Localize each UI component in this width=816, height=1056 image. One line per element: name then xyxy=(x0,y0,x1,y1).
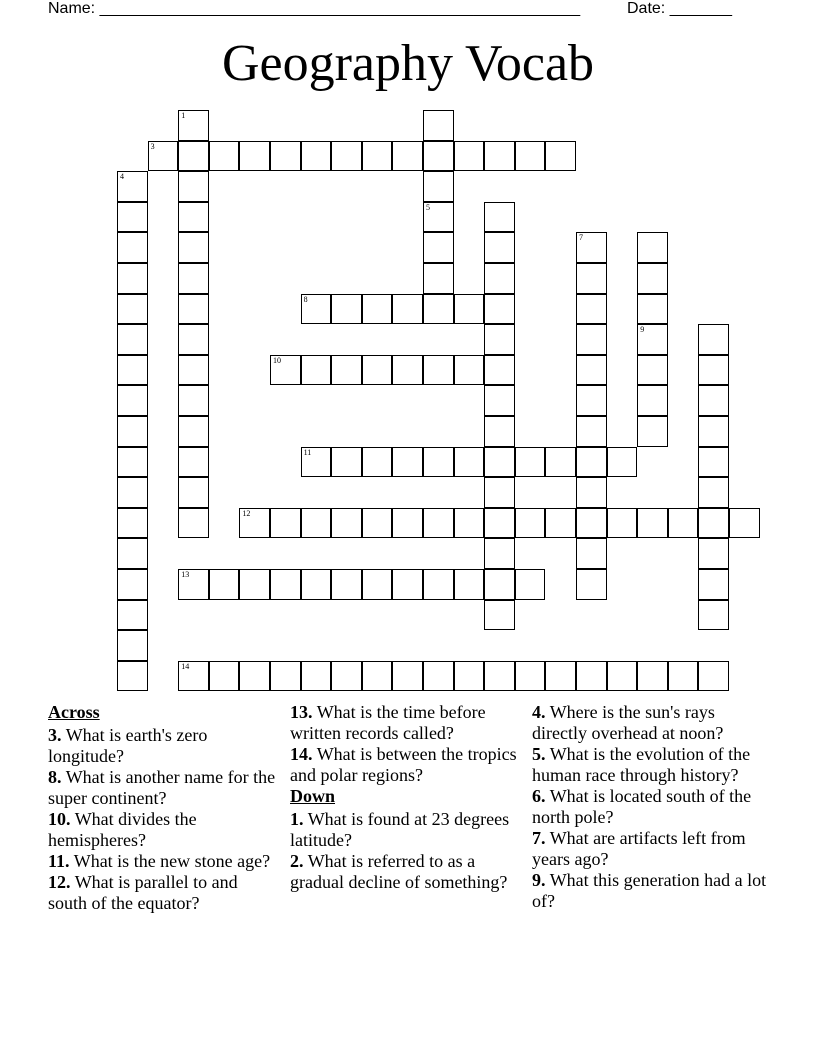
grid-cell[interactable] xyxy=(117,600,148,631)
grid-cell[interactable] xyxy=(178,385,209,416)
grid-cell[interactable] xyxy=(576,324,607,355)
grid-cell[interactable] xyxy=(637,385,668,416)
grid-cell[interactable] xyxy=(698,600,729,631)
grid-cell[interactable] xyxy=(668,661,699,692)
grid-cell[interactable] xyxy=(576,355,607,386)
cell-number: 12 xyxy=(242,508,251,518)
grid-cell[interactable] xyxy=(331,569,362,600)
grid-cell[interactable] xyxy=(362,508,393,539)
grid-cell[interactable] xyxy=(117,385,148,416)
grid-cell[interactable] xyxy=(484,294,515,325)
grid-cell[interactable] xyxy=(698,416,729,447)
clue-number: 7. xyxy=(532,828,546,848)
grid-cell[interactable] xyxy=(178,294,209,325)
grid-cell[interactable] xyxy=(484,385,515,416)
name-blank[interactable]: ______________________________________________________ xyxy=(99,0,581,17)
grid-cell[interactable] xyxy=(301,661,332,692)
grid-cell[interactable] xyxy=(362,569,393,600)
clue-text: What is found at 23 degrees latitude? xyxy=(290,809,510,850)
clue-down-2 xyxy=(290,851,520,893)
grid-cell[interactable] xyxy=(576,538,607,569)
grid-cell[interactable] xyxy=(576,385,607,416)
clue-number: 6. xyxy=(532,786,546,806)
grid-cell[interactable] xyxy=(637,355,668,386)
grid-cell[interactable] xyxy=(698,355,729,386)
cell-number: 11 xyxy=(303,447,312,457)
grid-cell[interactable] xyxy=(331,141,362,172)
grid-cell[interactable] xyxy=(117,447,148,478)
clue-text: What is between the tropics and polar regions? xyxy=(290,744,517,785)
grid-cell[interactable] xyxy=(454,661,485,692)
grid-cell[interactable] xyxy=(484,447,515,478)
grid-cell[interactable] xyxy=(178,477,209,508)
grid-cell[interactable] xyxy=(576,477,607,508)
clue-number: 13. xyxy=(290,702,313,722)
clue-across-3 xyxy=(48,725,278,767)
clue-text: What divides the hemispheres? xyxy=(48,809,197,850)
grid-cell[interactable] xyxy=(331,294,362,325)
grid-cell[interactable] xyxy=(484,661,515,692)
clue-text: What is referred to as a gradual decline of something? xyxy=(290,851,508,892)
grid-cell[interactable] xyxy=(607,447,638,478)
grid-cell[interactable] xyxy=(484,202,515,233)
grid-cell[interactable] xyxy=(301,355,332,386)
grid-cell[interactable] xyxy=(729,508,760,539)
grid-cell[interactable] xyxy=(178,202,209,233)
grid-cell[interactable] xyxy=(178,569,209,600)
grid-cell[interactable] xyxy=(484,508,515,539)
grid-cell[interactable] xyxy=(515,141,546,172)
grid-cell[interactable] xyxy=(148,141,179,172)
grid-cell[interactable] xyxy=(698,661,729,692)
grid-cell[interactable] xyxy=(423,355,454,386)
clue-text: What is earth's zero longitude? xyxy=(48,725,208,766)
grid-cell[interactable] xyxy=(178,416,209,447)
grid-cell[interactable] xyxy=(637,232,668,263)
grid-cell[interactable] xyxy=(607,661,638,692)
grid-cell[interactable] xyxy=(270,141,301,172)
clue-across-11 xyxy=(48,851,278,872)
grid-cell[interactable] xyxy=(117,416,148,447)
grid-cell[interactable] xyxy=(301,447,332,478)
date-label: Date: xyxy=(627,0,666,17)
grid-cell[interactable] xyxy=(698,569,729,600)
grid-cell[interactable] xyxy=(117,232,148,263)
clue-number: 9. xyxy=(532,870,546,890)
grid-cell[interactable] xyxy=(576,294,607,325)
grid-cell[interactable] xyxy=(423,569,454,600)
grid-cell[interactable] xyxy=(362,141,393,172)
clue-across-13 xyxy=(290,702,520,744)
grid-cell[interactable] xyxy=(117,569,148,600)
clue-across-14 xyxy=(290,744,520,786)
grid-cell[interactable] xyxy=(423,294,454,325)
clue-number: 14. xyxy=(290,744,313,764)
clue-down-9 xyxy=(532,870,772,912)
grid-cell[interactable] xyxy=(362,447,393,478)
grid-cell[interactable] xyxy=(178,232,209,263)
grid-cell[interactable] xyxy=(484,569,515,600)
grid-cell[interactable] xyxy=(117,508,148,539)
grid-cell[interactable] xyxy=(423,661,454,692)
clues-column-1 xyxy=(48,702,278,914)
grid-cell[interactable] xyxy=(117,294,148,325)
grid-cell[interactable] xyxy=(362,661,393,692)
grid-cell[interactable] xyxy=(270,661,301,692)
grid-cell[interactable] xyxy=(331,661,362,692)
grid-cell[interactable] xyxy=(239,508,270,539)
grid-cell[interactable] xyxy=(698,508,729,539)
grid-cell[interactable] xyxy=(423,232,454,263)
clue-number: 11. xyxy=(48,851,70,871)
clue-across-10 xyxy=(48,809,278,851)
grid-cell[interactable] xyxy=(362,294,393,325)
grid-cell[interactable] xyxy=(637,416,668,447)
grid-cell[interactable] xyxy=(117,538,148,569)
clue-number: 3. xyxy=(48,725,62,745)
grid-cell[interactable] xyxy=(392,661,423,692)
grid-cell[interactable] xyxy=(637,508,668,539)
clue-number: 2. xyxy=(290,851,304,871)
grid-cell[interactable] xyxy=(576,447,607,478)
grid-cell[interactable] xyxy=(576,263,607,294)
clue-text: What is located south of the north pole? xyxy=(532,786,752,827)
clue-down-7 xyxy=(532,828,772,870)
grid-cell[interactable] xyxy=(637,324,668,355)
grid-cell[interactable] xyxy=(576,508,607,539)
grid-cell[interactable] xyxy=(698,447,729,478)
grid-cell[interactable] xyxy=(637,263,668,294)
grid-cell[interactable] xyxy=(178,447,209,478)
grid-cell[interactable] xyxy=(484,355,515,386)
clue-text: What is parallel to and south of the equator? xyxy=(48,872,238,913)
grid-cell[interactable] xyxy=(301,569,332,600)
grid-cell[interactable] xyxy=(484,263,515,294)
grid-cell[interactable] xyxy=(454,508,485,539)
grid-cell[interactable] xyxy=(576,661,607,692)
grid-cell[interactable] xyxy=(668,508,699,539)
grid-cell[interactable] xyxy=(301,141,332,172)
grid-cell[interactable] xyxy=(178,355,209,386)
cell-number: 9 xyxy=(640,325,645,335)
grid-cell[interactable] xyxy=(484,477,515,508)
grid-cell[interactable] xyxy=(423,263,454,294)
grid-cell[interactable] xyxy=(576,232,607,263)
cell-number: 10 xyxy=(273,355,281,365)
grid-cell[interactable] xyxy=(331,508,362,539)
grid-cell[interactable] xyxy=(484,416,515,447)
grid-cell[interactable] xyxy=(392,355,423,386)
clue-down-1 xyxy=(290,809,520,851)
grid-cell[interactable] xyxy=(178,171,209,202)
clue-text: What is the new stone age? xyxy=(73,851,271,871)
grid-cell[interactable] xyxy=(239,569,270,600)
grid-cell[interactable] xyxy=(178,324,209,355)
grid-cell[interactable] xyxy=(607,508,638,539)
grid-cell[interactable] xyxy=(423,508,454,539)
cell-number: 7 xyxy=(579,233,583,243)
cell-number: 5 xyxy=(426,202,430,212)
grid-cell[interactable] xyxy=(576,569,607,600)
grid-cell[interactable] xyxy=(515,661,546,692)
clues-column-3 xyxy=(532,702,772,912)
grid-cell[interactable] xyxy=(454,447,485,478)
grid-cell[interactable] xyxy=(117,324,148,355)
grid-cell[interactable] xyxy=(178,263,209,294)
grid-cell[interactable] xyxy=(484,232,515,263)
grid-cell[interactable] xyxy=(545,661,576,692)
grid-cell[interactable] xyxy=(698,324,729,355)
grid-cell[interactable] xyxy=(484,600,515,631)
clue-number: 8. xyxy=(48,767,62,787)
grid-cell[interactable] xyxy=(515,508,546,539)
grid-cell[interactable] xyxy=(178,508,209,539)
cell-number: 4 xyxy=(120,172,124,182)
grid-cell[interactable] xyxy=(178,661,209,692)
grid-cell[interactable] xyxy=(331,447,362,478)
grid-cell[interactable] xyxy=(454,569,485,600)
grid-cell[interactable] xyxy=(239,141,270,172)
grid-cell[interactable] xyxy=(117,263,148,294)
grid-cell[interactable] xyxy=(484,538,515,569)
grid-cell[interactable] xyxy=(117,630,148,661)
grid-cell[interactable] xyxy=(423,141,454,172)
date-field xyxy=(627,0,732,18)
clue-number: 10. xyxy=(48,809,71,829)
grid-cell[interactable] xyxy=(637,661,668,692)
cell-number: 14 xyxy=(181,661,190,671)
clue-across-8 xyxy=(48,767,278,809)
grid-cell[interactable] xyxy=(423,202,454,233)
clue-down-6 xyxy=(532,786,772,828)
grid-cell[interactable] xyxy=(209,661,240,692)
grid-cell[interactable] xyxy=(637,294,668,325)
clue-number: 5. xyxy=(532,744,546,764)
grid-cell[interactable] xyxy=(117,355,148,386)
clue-down-5 xyxy=(532,744,772,786)
grid-cell[interactable] xyxy=(423,110,454,141)
grid-cell[interactable] xyxy=(392,508,423,539)
grid-cell[interactable] xyxy=(331,355,362,386)
grid-cell[interactable] xyxy=(117,171,148,202)
grid-cell[interactable] xyxy=(209,141,240,172)
grid-cell[interactable] xyxy=(515,569,546,600)
grid-cell[interactable] xyxy=(117,661,148,692)
down-heading: Down xyxy=(290,786,336,806)
grid-cell[interactable] xyxy=(698,477,729,508)
grid-cell[interactable] xyxy=(698,385,729,416)
grid-cell[interactable] xyxy=(454,355,485,386)
grid-cell[interactable] xyxy=(515,447,546,478)
grid-cell[interactable] xyxy=(698,538,729,569)
clue-text: What is the evolution of the human race through history? xyxy=(532,744,751,785)
name-label: Name: xyxy=(48,0,96,17)
grid-cell[interactable] xyxy=(484,324,515,355)
grid-cell[interactable] xyxy=(209,569,240,600)
grid-cell[interactable] xyxy=(178,141,209,172)
across-heading: Across xyxy=(48,702,100,722)
grid-cell[interactable] xyxy=(270,569,301,600)
clue-text: What is another name for the super continent? xyxy=(48,767,276,808)
grid-cell[interactable] xyxy=(301,294,332,325)
grid-cell[interactable] xyxy=(270,508,301,539)
cell-number: 1 xyxy=(181,111,186,120)
grid-cell[interactable] xyxy=(239,661,270,692)
grid-cell[interactable] xyxy=(545,447,576,478)
grid-cell[interactable] xyxy=(392,447,423,478)
name-field xyxy=(48,0,580,18)
grid-cell[interactable] xyxy=(392,569,423,600)
clue-down-4 xyxy=(532,702,772,744)
grid-cell[interactable] xyxy=(576,416,607,447)
grid-cell[interactable] xyxy=(423,447,454,478)
grid-cell[interactable] xyxy=(545,508,576,539)
grid-cell[interactable] xyxy=(117,202,148,233)
clue-number: 12. xyxy=(48,872,71,892)
grid-cell[interactable] xyxy=(392,294,423,325)
grid-cell[interactable] xyxy=(270,355,301,386)
grid-cell[interactable] xyxy=(484,141,515,172)
clue-text: What are artifacts left from years ago? xyxy=(532,828,746,869)
grid-cell[interactable] xyxy=(545,141,576,172)
cell-number: 13 xyxy=(181,570,190,579)
grid-cell[interactable] xyxy=(301,508,332,539)
date-blank[interactable]: _______ xyxy=(669,0,732,17)
grid-cell[interactable] xyxy=(178,110,209,141)
grid-cell[interactable] xyxy=(454,294,485,325)
clue-text: What is the time before written records called? xyxy=(290,702,486,743)
clue-text: What this generation had a lot of? xyxy=(532,870,767,911)
clue-number: 1. xyxy=(290,809,304,829)
page-title: Geography Vocab xyxy=(221,35,595,92)
cell-number: 8 xyxy=(303,294,308,304)
clue-text: Where is the sun's rays directly overhead at noon? xyxy=(532,702,724,743)
grid-cell[interactable] xyxy=(454,141,485,172)
clues-column-2 xyxy=(290,702,520,893)
clue-across-12 xyxy=(48,872,278,914)
grid-cell[interactable] xyxy=(392,141,423,172)
grid-cell[interactable] xyxy=(423,171,454,202)
grid-cell[interactable] xyxy=(362,355,393,386)
clue-number: 4. xyxy=(532,702,546,722)
cell-number: 3 xyxy=(150,141,155,151)
grid-cell[interactable] xyxy=(117,477,148,508)
